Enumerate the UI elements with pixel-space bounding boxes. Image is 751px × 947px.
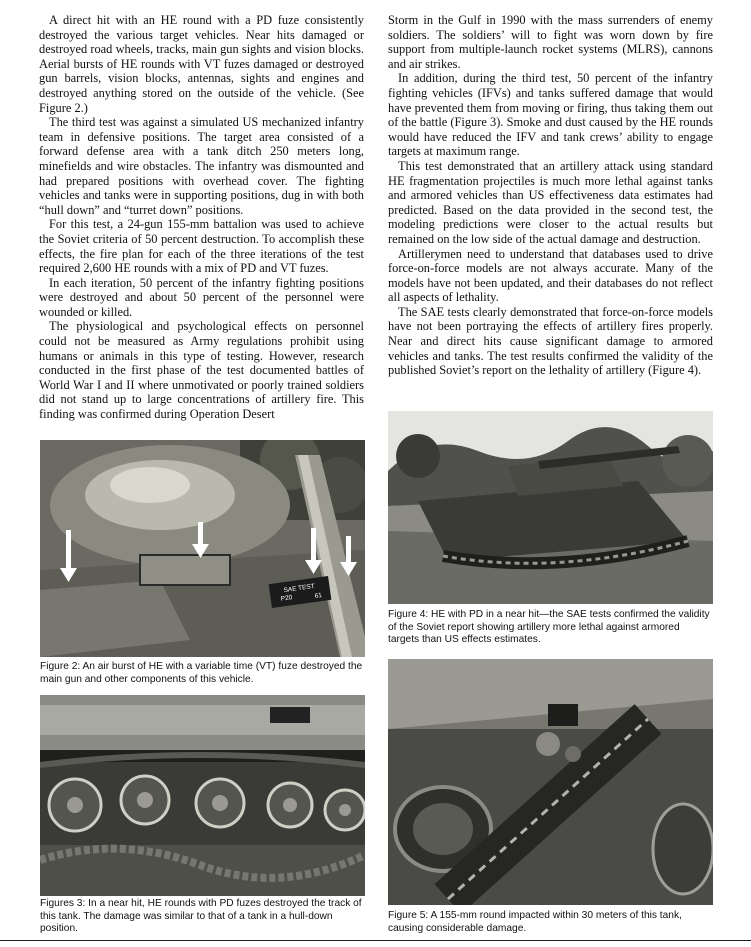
figure-5-photo	[388, 659, 713, 905]
plate-label: SAE TEST	[283, 582, 316, 595]
left-text-column	[39, 13, 364, 422]
figure-5-caption: Figure 5: A 155-mm round impacted within 30 meters of this tank, causing considerable damage.	[388, 910, 682, 934]
plate-label: P20	[280, 594, 293, 603]
paragraph: This test demonstrated that an artillery attack using standard HE fragmentation projectiles is much more lethal against tanks and armored vehicles than US effectiveness data estimates had predicted. Based on the data provided in the second test, the modeling predictions were closer to the actual results but remained on the low side of the actual damage and destruction.	[388, 158, 713, 246]
paragraph: Storm in the Gulf in 1990 with the mass surrenders of enemy soldiers. The soldiers’ will to fight was worn down by fire support from multiple-launch rocket systems (MLRS), cannons and air strikes.	[388, 13, 713, 71]
paragraph: In addition, during the third test, 50 percent of the infantry fighting vehicles (IFVs) and tanks suffered damage that would have prevented them from moving or firing, thus taking them out of the battle (Figure 3). Smoke and dust caused by the HE rounds would have reduced the IFV and tank crews’ ability to engage targets at maximum range.	[388, 71, 713, 159]
paragraph: Artillerymen need to understand that databases used to drive force-on-force models are not always accurate. Many of the models have not been updated, and their databases do not reflect all aspects of lethality.	[388, 246, 713, 305]
figure-4-caption: Figure 4: HE with PD in a near hit—the SAE tests confirmed the validity of the Soviet report showing artillery more lethal against armored targets than US effects estimates.	[388, 609, 710, 646]
plate-label: 61	[314, 592, 323, 600]
paragraph: The physiological and psychological effects on personnel could not be measured as Army regulations prohibit using humans or animals in this type of testing. However, research conducted in the first phase of the test documented battles of World War I and II where unmotivated or poorly trained soldiers did not stand up to large concentrations of artillery fire. This finding was confirmed during Operation Desert	[39, 319, 364, 422]
paragraph: In each iteration, 50 percent of the infantry fighting positions were destroyed and about 50 percent of the personnel were wounded or killed.	[39, 275, 364, 319]
paragraph: For this test, a 24-gun 155-mm battalion was used to achieve the Soviet criteria of 50 percent destruction. To accomplish these effects, the fire plan for each of the three iterations of the test required 2,600 HE rounds with a mix of PD and VT fuzes.	[39, 217, 364, 276]
right-text-column	[388, 13, 713, 378]
paragraph: The third test was against a simulated US mechanized infantry team in defensive positions. The target area consisted of a forward defense area with a tank ditch 250 meters long, minefields and wire obstacles. The infantry was dismounted and had prepared positions with overhead cover. The fighting vehicles and tanks were in supporting positions, dug in with both “hull down” and “turret down” positions.	[39, 115, 364, 217]
paragraph: A direct hit with an HE round with a PD fuze consistently destroyed the various target vehicles. Near hits damaged or destroyed road wheels, tracks, main gun sights and vision blocks. Aerial bursts of HE rounds with VT fuzes damaged or destroyed gun barrels, vision blocks, antennas, sights and engines and destroyed anything stored on the outside of the vehicle. (See Figure 2.)	[39, 13, 364, 115]
paragraph: The SAE tests clearly demonstrated that force-on-force models have not been portraying the effects of artillery fires properly. Near and direct hits cause significant damage to armored vehicles and tanks. The test results confirmed the validity of the published Soviet’s report on the lethality of artillery (Figure 4).	[388, 304, 713, 378]
figure-4-photo	[388, 411, 713, 604]
figure-2-photo	[40, 440, 365, 657]
figure-2-caption: Figure 2: An air burst of HE with a variable time (VT) fuze destroyed the main gun and other components of this vehicle.	[40, 661, 363, 685]
figure-3-photo	[40, 695, 365, 896]
figure-3-caption: Figures 3: In a near hit, HE rounds with PD fuzes destroyed the track of this tank. The damage was similar to that of a tank in a hull-down position.	[40, 898, 362, 935]
bottom-divider	[0, 940, 751, 941]
